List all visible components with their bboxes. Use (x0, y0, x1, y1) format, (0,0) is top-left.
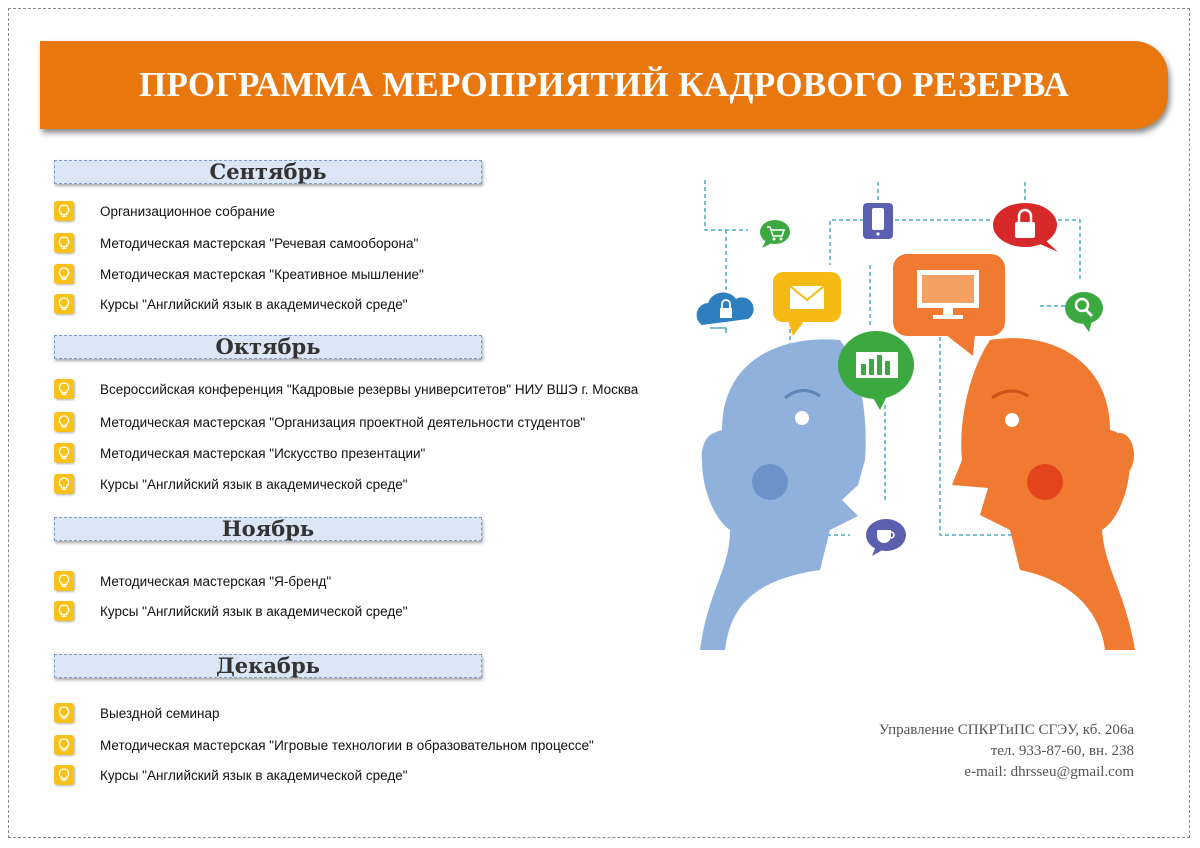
right-head (952, 338, 1135, 650)
contact-office: Управление СПКРТиПС СГЭУ, кб. 206а (878, 722, 1134, 738)
list-item: Методическая мастерская "Я-бренд" (54, 570, 331, 592)
lightbulb-icon (54, 735, 74, 755)
search-icon (1065, 292, 1103, 332)
lock-icon (993, 203, 1058, 252)
list-item: Методическая мастерская "Игровые технологии в образовательном процессе" (54, 734, 594, 756)
phone-icon (863, 203, 893, 239)
list-item: Курсы "Английский язык в академической среде" (54, 764, 408, 786)
month-title-september: Сентябрь (209, 159, 327, 184)
list-item: Методическая мастерская "Организация проектной деятельности студентов" (54, 411, 585, 433)
lightbulb-icon (54, 474, 74, 494)
lightbulb-icon (54, 264, 74, 284)
coffee-icon (866, 519, 906, 556)
cart-icon (760, 220, 790, 248)
left-head (700, 339, 866, 650)
list-item: Курсы "Английский язык в академической среде" (54, 473, 408, 495)
month-title-october: Октябрь (215, 334, 321, 359)
envelope-icon (773, 272, 841, 336)
lightbulb-icon (54, 443, 74, 463)
communication-illustration (690, 170, 1150, 650)
list-item: Методическая мастерская "Креативное мышление" (54, 263, 424, 285)
lightbulb-icon (54, 294, 74, 314)
lightbulb-icon (54, 601, 74, 621)
lightbulb-icon (54, 201, 74, 221)
monitor-icon (893, 254, 1005, 356)
month-title-november: Ноябрь (221, 516, 315, 541)
contact-email[interactable]: e-mail: dhrsseu@gmail.com (964, 764, 1134, 780)
page-title: ПРОГРАММА МЕРОПРИЯТИЙ КАДРОВОГО РЕЗЕРВА (138, 65, 1070, 104)
cloud-lock-icon (697, 292, 754, 333)
list-item: Курсы "Английский язык в академической среде" (54, 600, 408, 622)
month-title-december: Декабрь (216, 653, 320, 678)
list-item: Выездной семинар (54, 702, 220, 724)
lightbulb-icon (54, 703, 74, 723)
contacts-block (800, 720, 1134, 783)
list-item: Курсы "Английский язык в академической среде" (54, 293, 408, 315)
list-item: Методическая мастерская "Искусство презентации" (54, 442, 425, 464)
contact-phone: тел. 933-87-60, вн. 238 (990, 743, 1134, 759)
list-item: Методическая мастерская "Речевая самооборона" (54, 232, 418, 254)
lightbulb-icon (54, 379, 74, 399)
list-item: Всероссийская конференция "Кадровые резервы университетов" НИУ ВШЭ г. Москва (54, 378, 638, 400)
lightbulb-icon (54, 412, 74, 432)
list-item: Организационное собрание (54, 200, 275, 222)
lightbulb-icon (54, 233, 74, 253)
lightbulb-icon (54, 571, 74, 591)
lightbulb-icon (54, 765, 74, 785)
